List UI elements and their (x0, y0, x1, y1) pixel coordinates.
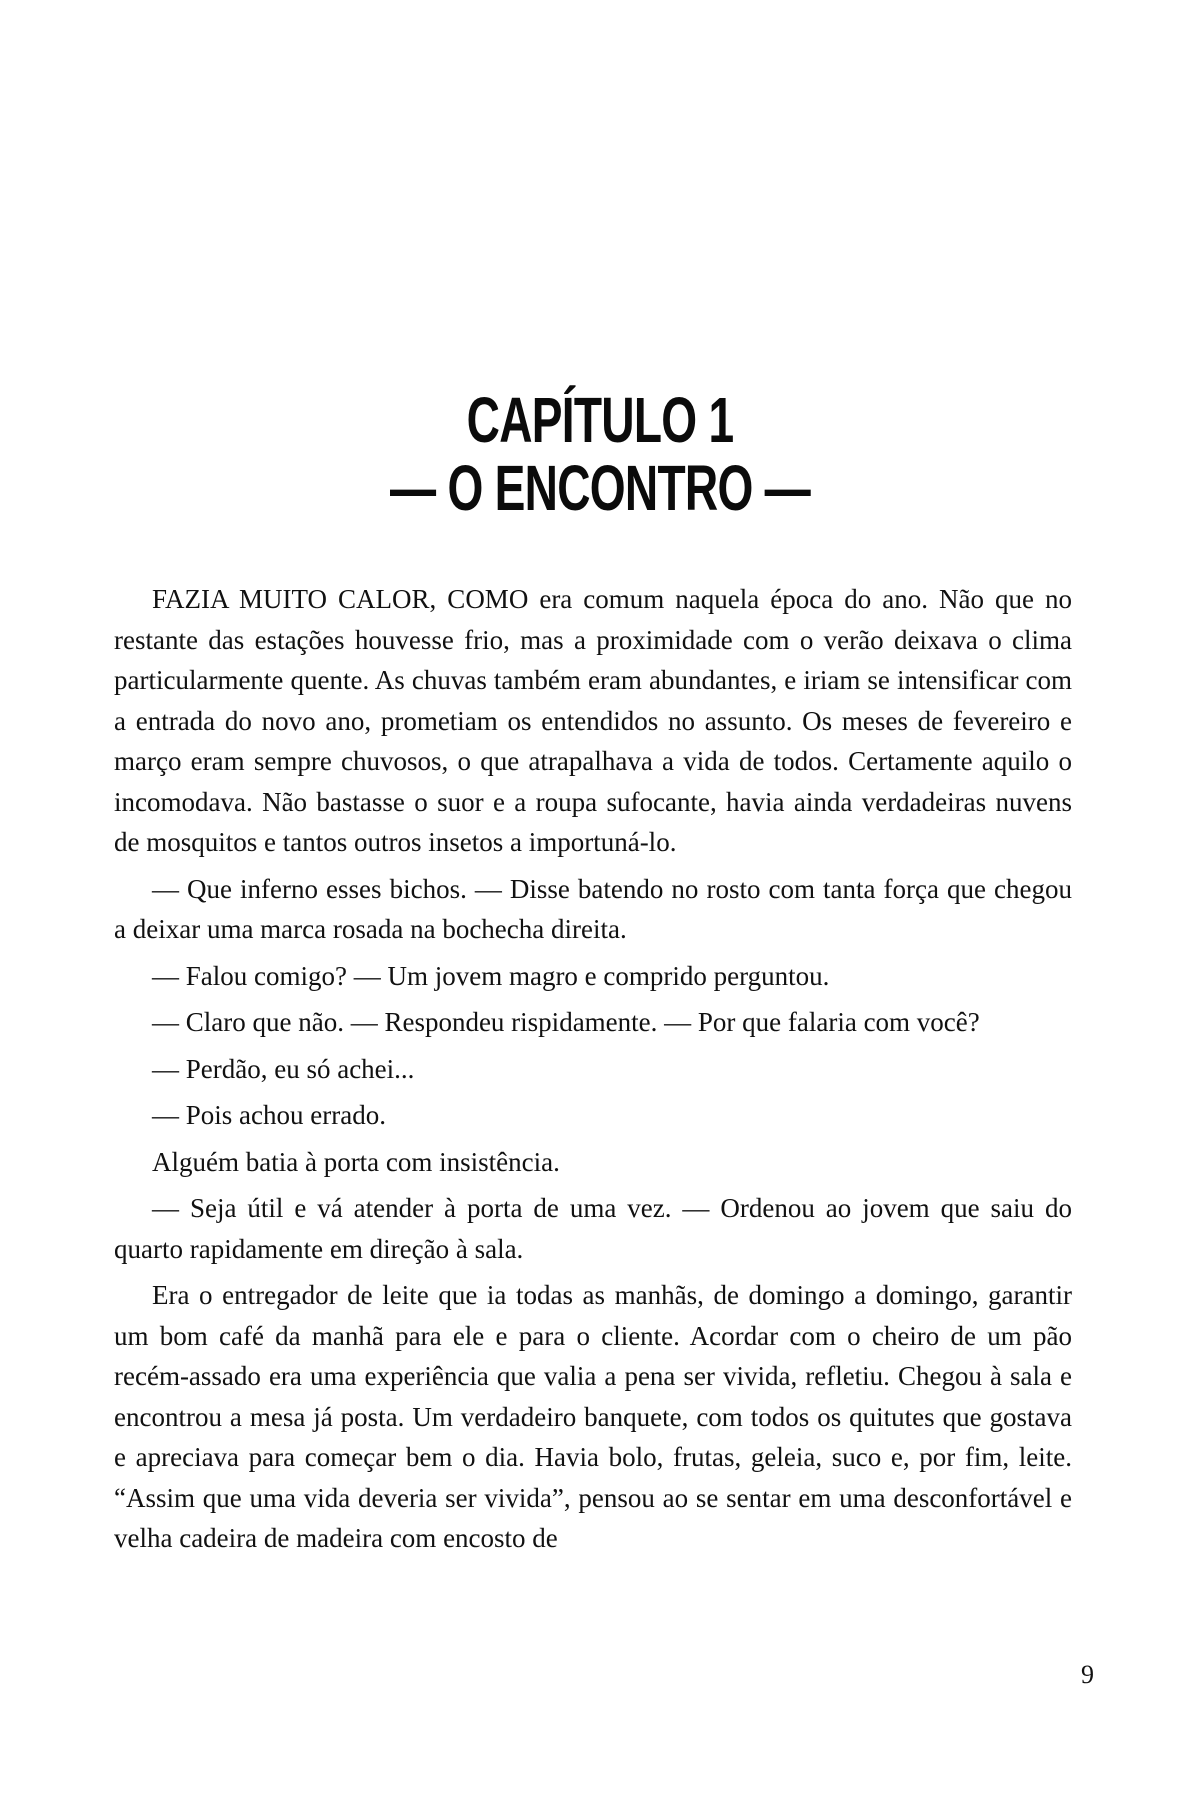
paragraph: Era o entregador de leite que ia todas as manhãs, de domingo a domingo, garantir um bom café da manhã para ele e para o cliente. Acordar com o cheiro de um pão recém-assado era uma experiência que valia a pena ser vivida, refletiu. Chegou à sala e encontrou a mesa já posta. Um verdadeiro banquete, com todos os quitutes que gostava e apreciava para começar bem o dia. Havia bolo, frutas, geleia, suco e, por fim, leite. “Assim que uma vida deveria ser vivida”, pensou ao se sentar em uma desconfortável e velha cadeira de madeira com encosto de (114, 1280, 1072, 1553)
chapter-heading (0, 386, 1200, 522)
page-number: 9 (1081, 1660, 1094, 1689)
paragraph: — Seja útil e vá atender à porta de uma vez. — Ordenou ao jovem que saiu do quarto rapidamente em direção à sala. (114, 1193, 1072, 1264)
paragraph: — Pois achou errado. (152, 1100, 386, 1130)
chapter-body (114, 579, 1072, 1565)
chapter-title: CAPÍTULO 1 (466, 384, 734, 456)
paragraph: — Claro que não. — Respondeu rispidamente. — Por que falaria com você? (152, 1007, 980, 1037)
paragraph: — Falou comigo? — Um jovem magro e comprido perguntou. (152, 960, 830, 991)
paragraph: — Que inferno esses bichos. — Disse batendo no rosto com tanta força que chegou a deixar uma marca rosada na bochecha direita. (114, 873, 1072, 944)
paragraph: — Perdão, eu só achei... (152, 1053, 415, 1084)
chapter-subtitle: — O ENCONTRO — (389, 452, 811, 524)
paragraph: Alguém batia à porta com insistência. (152, 1146, 560, 1177)
paragraph: FAZIA MUITO CALOR, COMO era comum naquela época do ano. Não que no restante das estações houvesse frio, mas a proximidade com o verão deixava o clima particularmente quente. As chuvas também eram abundantes, e iriam se intensificar com a entrada do novo ano, prometiam os entendidos no assunto. Os meses de fevereiro e março eram sempre chuvosos, o que atrapalhava a vida de todos. Certamente aquilo o incomodava. Não bastasse o suor e a roupa sufocante, havia ainda verdadeiras nuvens de mosquitos e tantos outros insetos a importuná-lo. (114, 584, 1072, 857)
